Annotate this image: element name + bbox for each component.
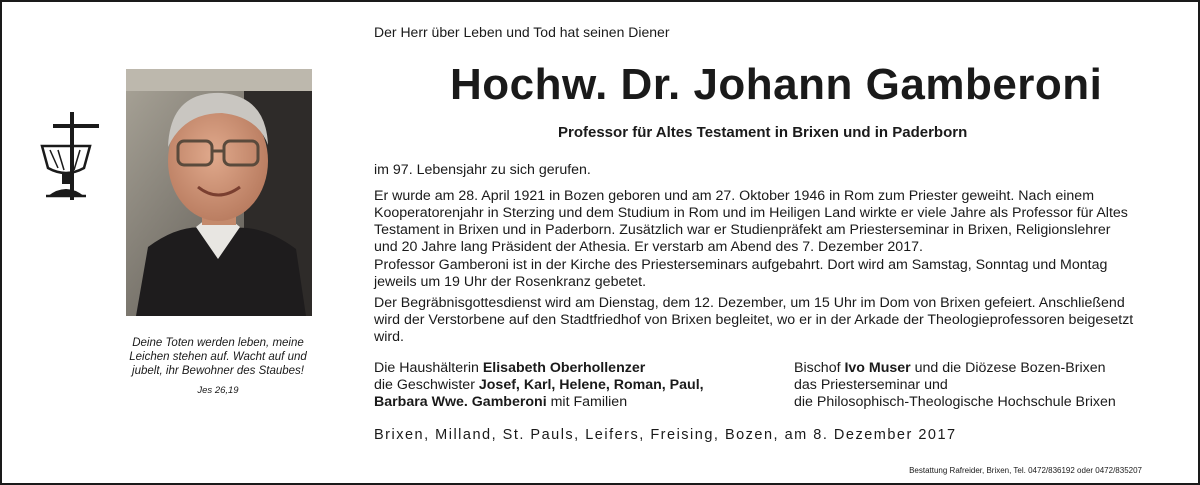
mourners-right [794, 360, 1116, 411]
intro-line: Der Herr über Leben und Tod hat seinen Diener [374, 24, 670, 40]
mourner-names: Josef, Karl, Helene, Roman, Paul, [478, 377, 704, 393]
deceased-name: Hochw. Dr. Johann Gamberoni [450, 60, 1103, 109]
paragraph-biography: Er wurde am 28. April 1921 in Bozen geboren und am 27. Oktober 1946 in Rom zum Priester geweiht. Nach einem Kooperatorenjahr in Sterzing und dem Studium in Rom und im Heiligen Land wirkte er viele Jahre als Professor für Altes Testament in Brixen und in Paderborn. Zusätzlich war er Studienpräfekt am Priesterseminar in Brixen, Religionslehrer und 20 Jahre lang Präsident der Athesia. Er verstarb am Abend des 7. Dezember 2017. [374, 188, 1128, 255]
cross-chalice-icon [38, 112, 102, 204]
mourner-name: Elisabeth Oberhollenzer [482, 360, 646, 376]
mourner-name: Ivo Muser [844, 360, 911, 376]
paragraph-funeral-service: Der Begräbnisgottesdienst wird am Dienstag, dem 12. Dezember, um 15 Uhr im Dom von Brixen gefeiert. Anschließend wird der Verstorbene auf den Stadtfriedhof von Brixen begleitet, wo er in der Arkade der Theologieprofessoren beigesetzt wird. [374, 295, 1134, 345]
mourner-line-2 [374, 377, 704, 394]
mourner-prefix: Bischof [794, 360, 845, 376]
portrait-photo [126, 69, 312, 316]
mourner-prefix: Die Haushälterin [374, 360, 483, 376]
mourner-line-1 [374, 360, 704, 377]
deceased-role: Professor für Altes Testament in Brixen und in Paderborn [558, 124, 968, 141]
mourner-line-3: die Philosophisch-Theologische Hochschule Brixen [794, 394, 1116, 410]
paragraph-called-home: im 97. Lebensjahr zu sich gerufen. [374, 162, 591, 178]
places-and-date: Brixen, Milland, St. Pauls, Leifers, Freising, Bozen, am 8. Dezember 2017 [374, 427, 957, 443]
bible-quote: Deine Toten werden leben, meine Leichen stehen auf. Wacht auf und jubelt, ihr Bewohner des Staubes! [129, 337, 307, 377]
paragraph-rosary: Professor Gamberoni ist in der Kirche des Priesterseminars aufgebahrt. Dort wird am Samstag, Sonntag und Montag jeweils um 19 Uhr der Rosenkranz gebetet. [374, 257, 1108, 290]
mourner-line-3 [374, 394, 704, 411]
mourner-line-2: das Priesterseminar und [794, 377, 948, 393]
bible-quote-reference: Jes 26,19 [197, 385, 239, 396]
mourner-suffix: und die Diözese Bozen-Brixen [910, 360, 1106, 376]
mourner-suffix: mit Familien [546, 394, 628, 410]
mourner-line-1 [794, 360, 1116, 377]
funeral-home-contact: Bestattung Rafreider, Brixen, Tel. 0472/836192 oder 0472/835207 [909, 466, 1142, 475]
mourner-names: Barbara Wwe. Gamberoni [374, 394, 547, 410]
mourner-prefix: die Geschwister [374, 377, 479, 393]
mourners-left [374, 360, 704, 411]
